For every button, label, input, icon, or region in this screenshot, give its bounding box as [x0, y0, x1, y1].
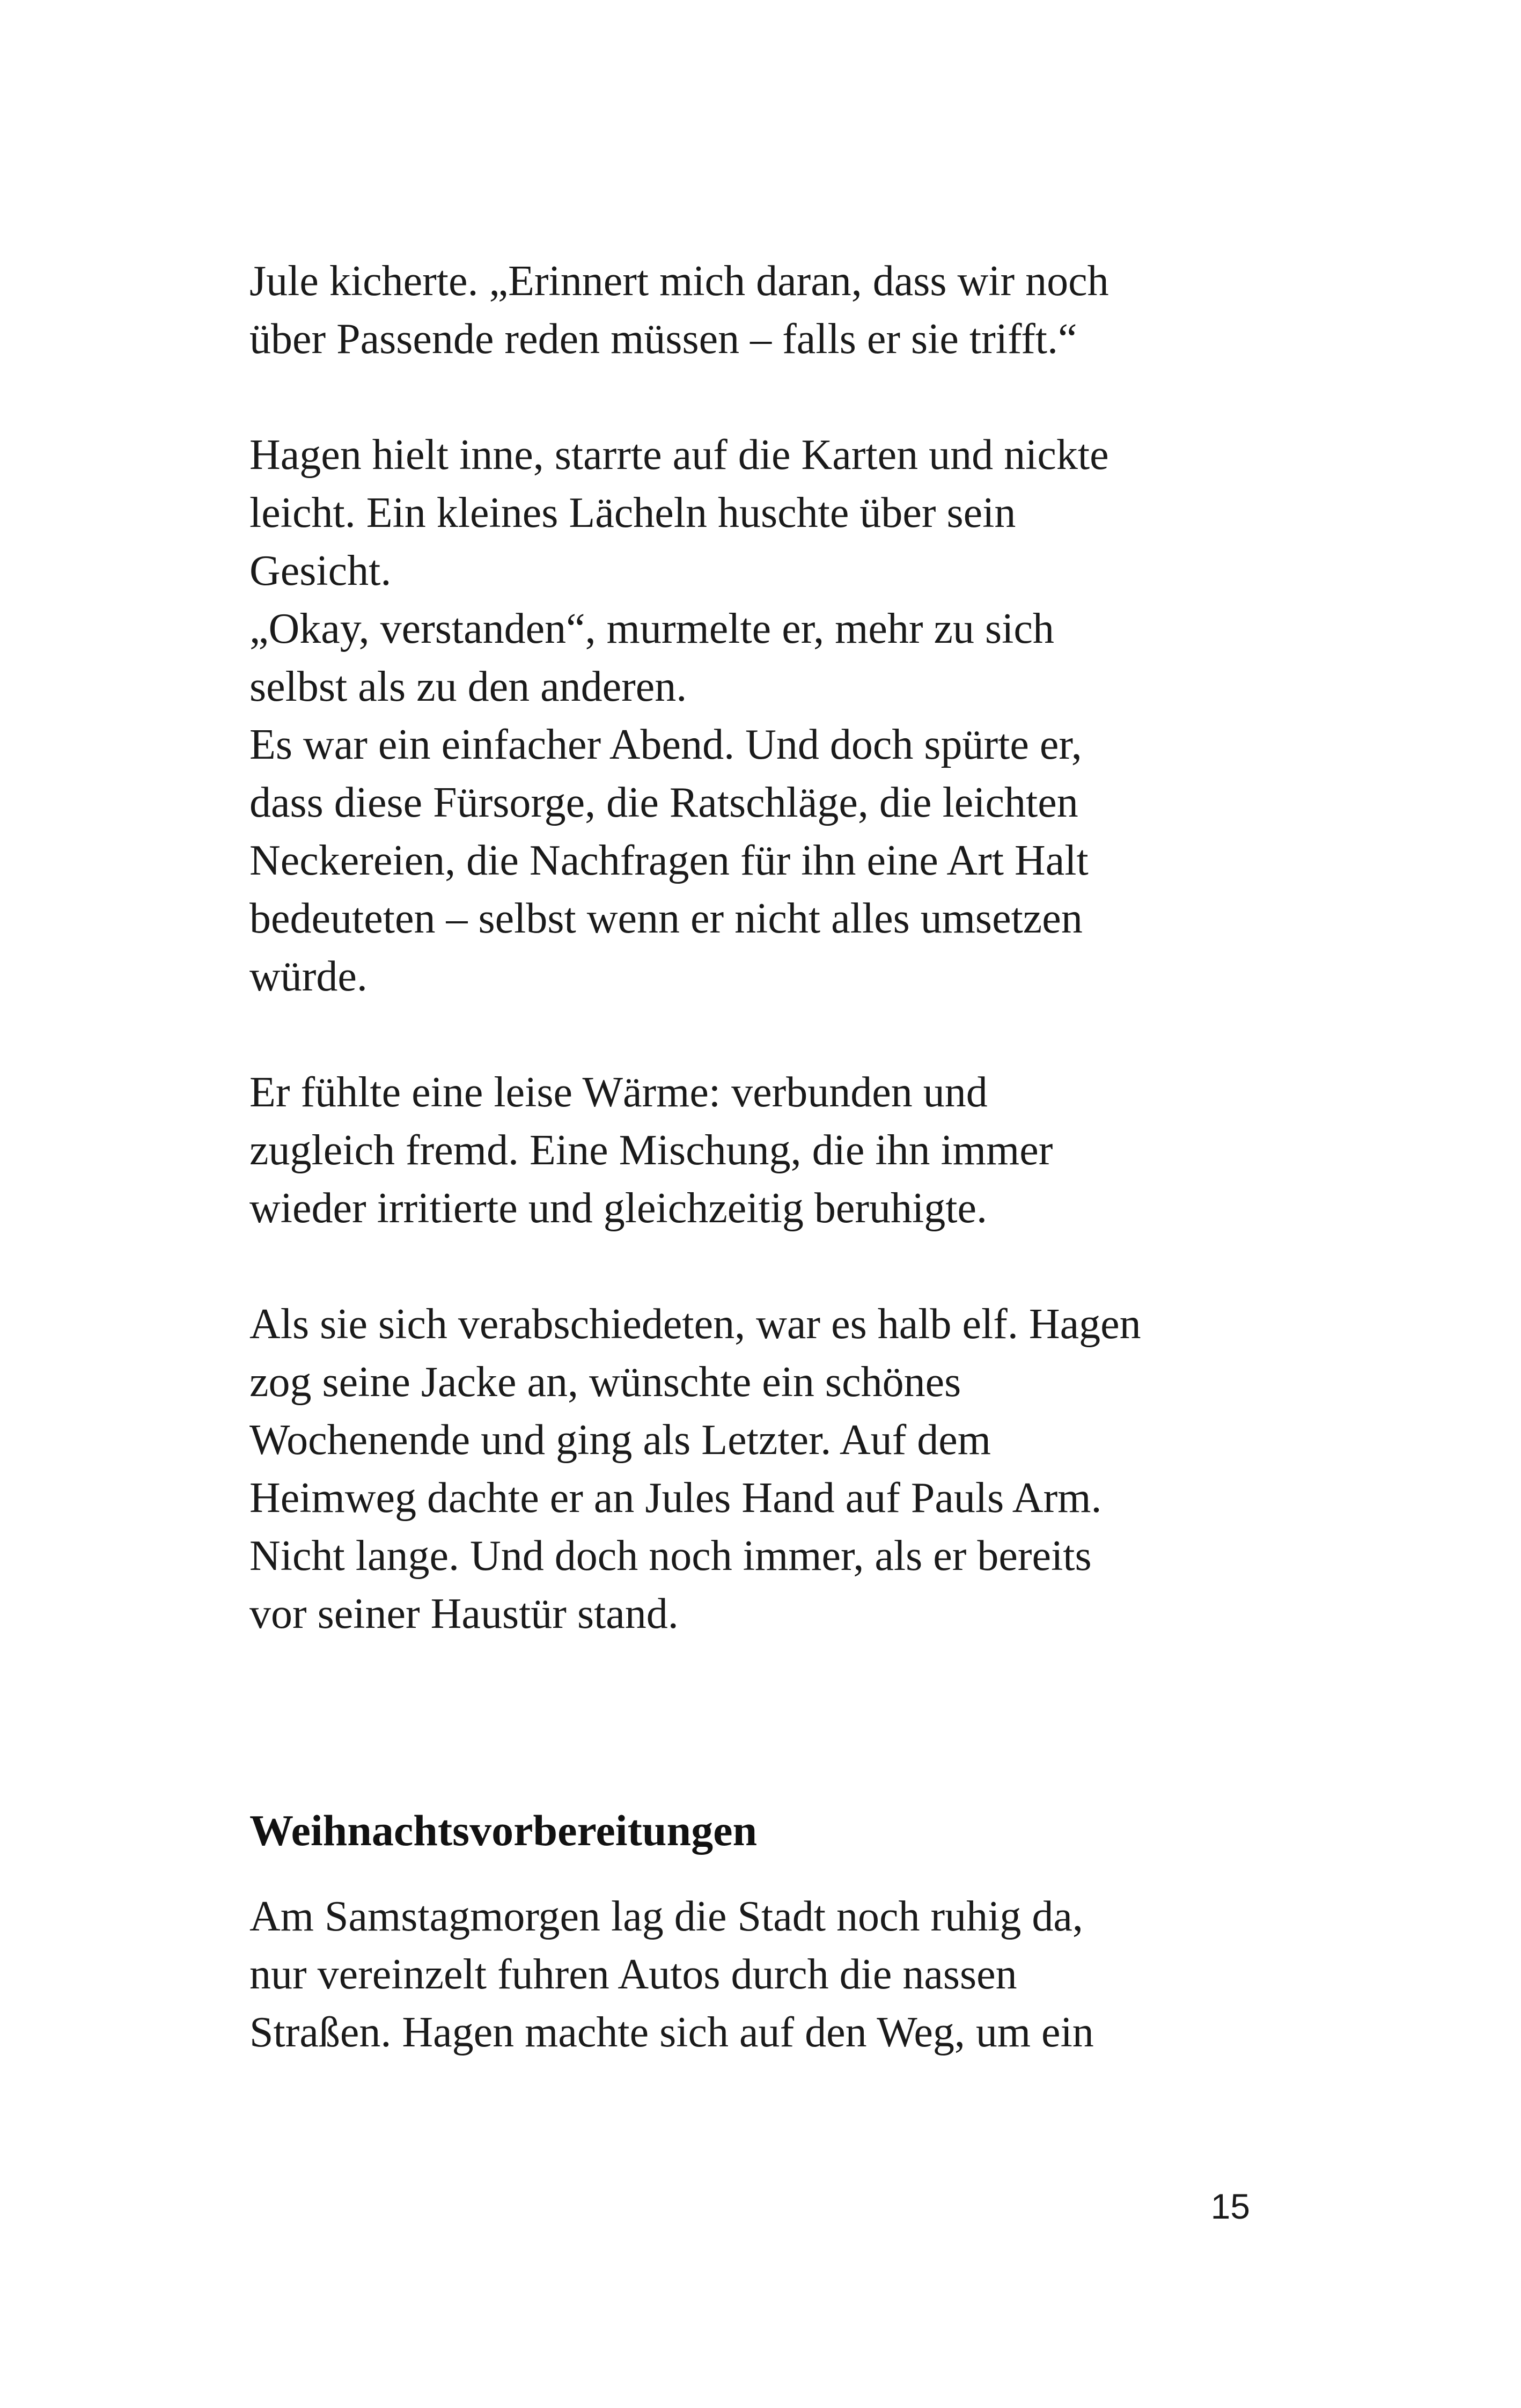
- page-number: 15: [1210, 2186, 1250, 2226]
- paragraph-leise-waerme: Er fühlte eine leise Wärme: verbunden und zugleich fremd. Eine Mischung, die ihn immer wieder irritierte und gleichzeitig beruhigte.: [249, 1069, 1053, 1232]
- section-heading: Weihnachtsvorbereitungen: [249, 1806, 758, 1855]
- paragraph-hagen-hielt-inne: Hagen hielt inne, starrte auf die Karten und nickte leicht. Ein kleines Lächeln huschte über sein Gesicht. „Okay, verstanden“, murmelte er, mehr zu sich selbst als zu den anderen. Es war ein einfacher Abend. Und doch spürte er, dass diese Fürsorge, die Ratschläge, die leichten Neckereien, die Nachfragen für ihn eine Art Halt bedeuteten – selbst wenn er nicht alles umsetzen würde.: [249, 431, 1109, 1000]
- paragraph-samstagmorgen: Am Samstagmorgen lag die Stadt noch ruhig da, nur vereinzelt fuhren Autos durch die nassen Straßen. Hagen machte sich auf den Weg, um ein: [249, 1893, 1094, 2056]
- paragraph-jule-kicherte: Jule kicherte. „Erinnert mich daran, dass wir noch über Passende reden müssen – falls er sie trifft.“: [249, 258, 1109, 363]
- paragraph-verabschiedeten: Als sie sich verabschiedeten, war es halb elf. Hagen zog seine Jacke an, wünschte ein schönes Wochenende und ging als Letzter. Auf dem Heimweg dachte er an Jules Hand auf Pauls Arm. Nicht lange. Und doch noch immer, als er bereits vor seiner Haustür stand.: [249, 1301, 1141, 1638]
